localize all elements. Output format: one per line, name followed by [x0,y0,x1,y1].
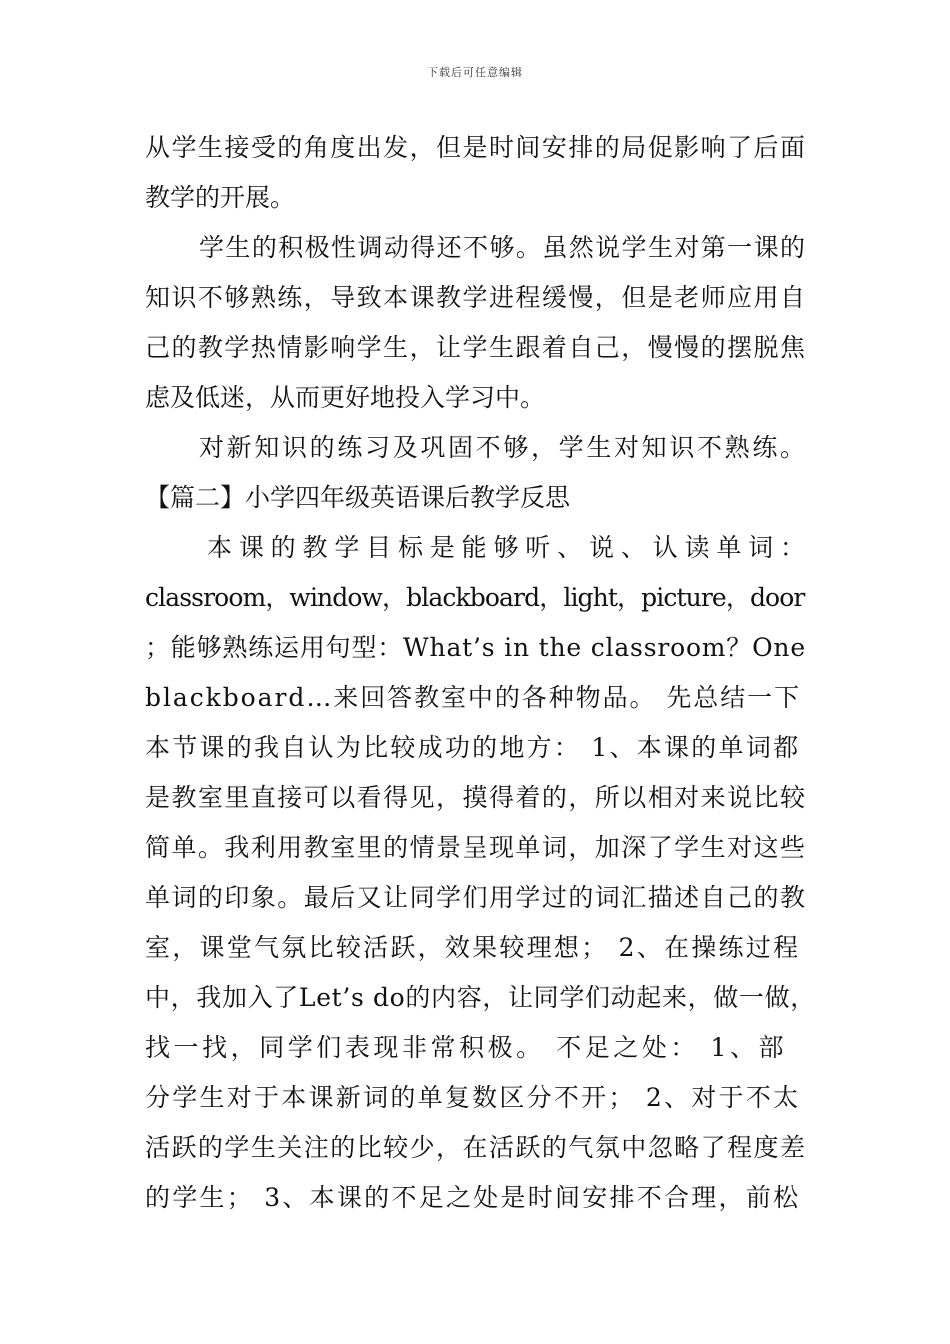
paragraph-line: ；能够熟练运用句型：What’s in the classroom？One [145,633,806,662]
paragraph-line: 对新知识的练习及巩固不够，学生对知识不熟练。 [199,433,808,462]
paragraph-line: 学生的积极性调动得还不够。虽然说学生对第一课的 [199,233,807,262]
paragraph-line: classroom，window，blackboard，light，picture，door [145,583,805,612]
paragraph-line: 单词的印象。最后又让同学们用学过的词汇描述自己的教 [145,883,807,912]
page-header: 下载后可任意编辑 [427,66,523,79]
paragraph-line: 知识不够熟练，导致本课教学进程缓慢，但是老师应用自 [145,283,807,312]
paragraph-line: 本节课的我自认为比较成功的地方： 1、本课的单词都 [145,733,801,762]
paragraph-line: 虑及低迷，从而更好地投入学习中。 [145,383,546,412]
paragraph-line: 简单。我利用教室里的情景呈现单词，加深了学生对这些 [145,833,807,862]
paragraph-line: 本课的教学目标是能够听、说、认读单词： [207,533,812,562]
paragraph-line: 从学生接受的角度出发，但是时间安排的局促影响了后面 [145,133,807,162]
paragraph-line: 的学生； 3、本课的不足之处是时间安排不合理，前松 [145,1183,801,1212]
paragraph-line: 室，课堂气氛比较活跃，效果较理想； 2、在操练过程 [145,933,801,962]
paragraph-line: blackboard…来回答教室中的各种物品。 先总结一下 [145,683,802,712]
section-heading: 【篇二】小学四年级英语课后教学反思 [145,483,571,512]
paragraph-line: 中，我加入了Let’s do的内容，让同学们动起来，做一做， [145,983,816,1012]
paragraph-line: 找一找，同学们表现非常积极。 不足之处： 1、部 [145,1033,788,1062]
paragraph-line: 活跃的学生关注的比较少，在活跃的气氛中忽略了程度差 [145,1133,807,1162]
paragraph-line: 分学生对于本课新词的单复数区分不开； 2、对于不太 [145,1083,801,1112]
paragraph-line: 己的教学热情影响学生，让学生跟着自己，慢慢的摆脱焦 [145,333,807,362]
paragraph-line: 是教室里直接可以看得见，摸得着的，所以相对来说比较 [145,783,807,812]
paragraph-line: 教学的开展。 [145,183,296,212]
